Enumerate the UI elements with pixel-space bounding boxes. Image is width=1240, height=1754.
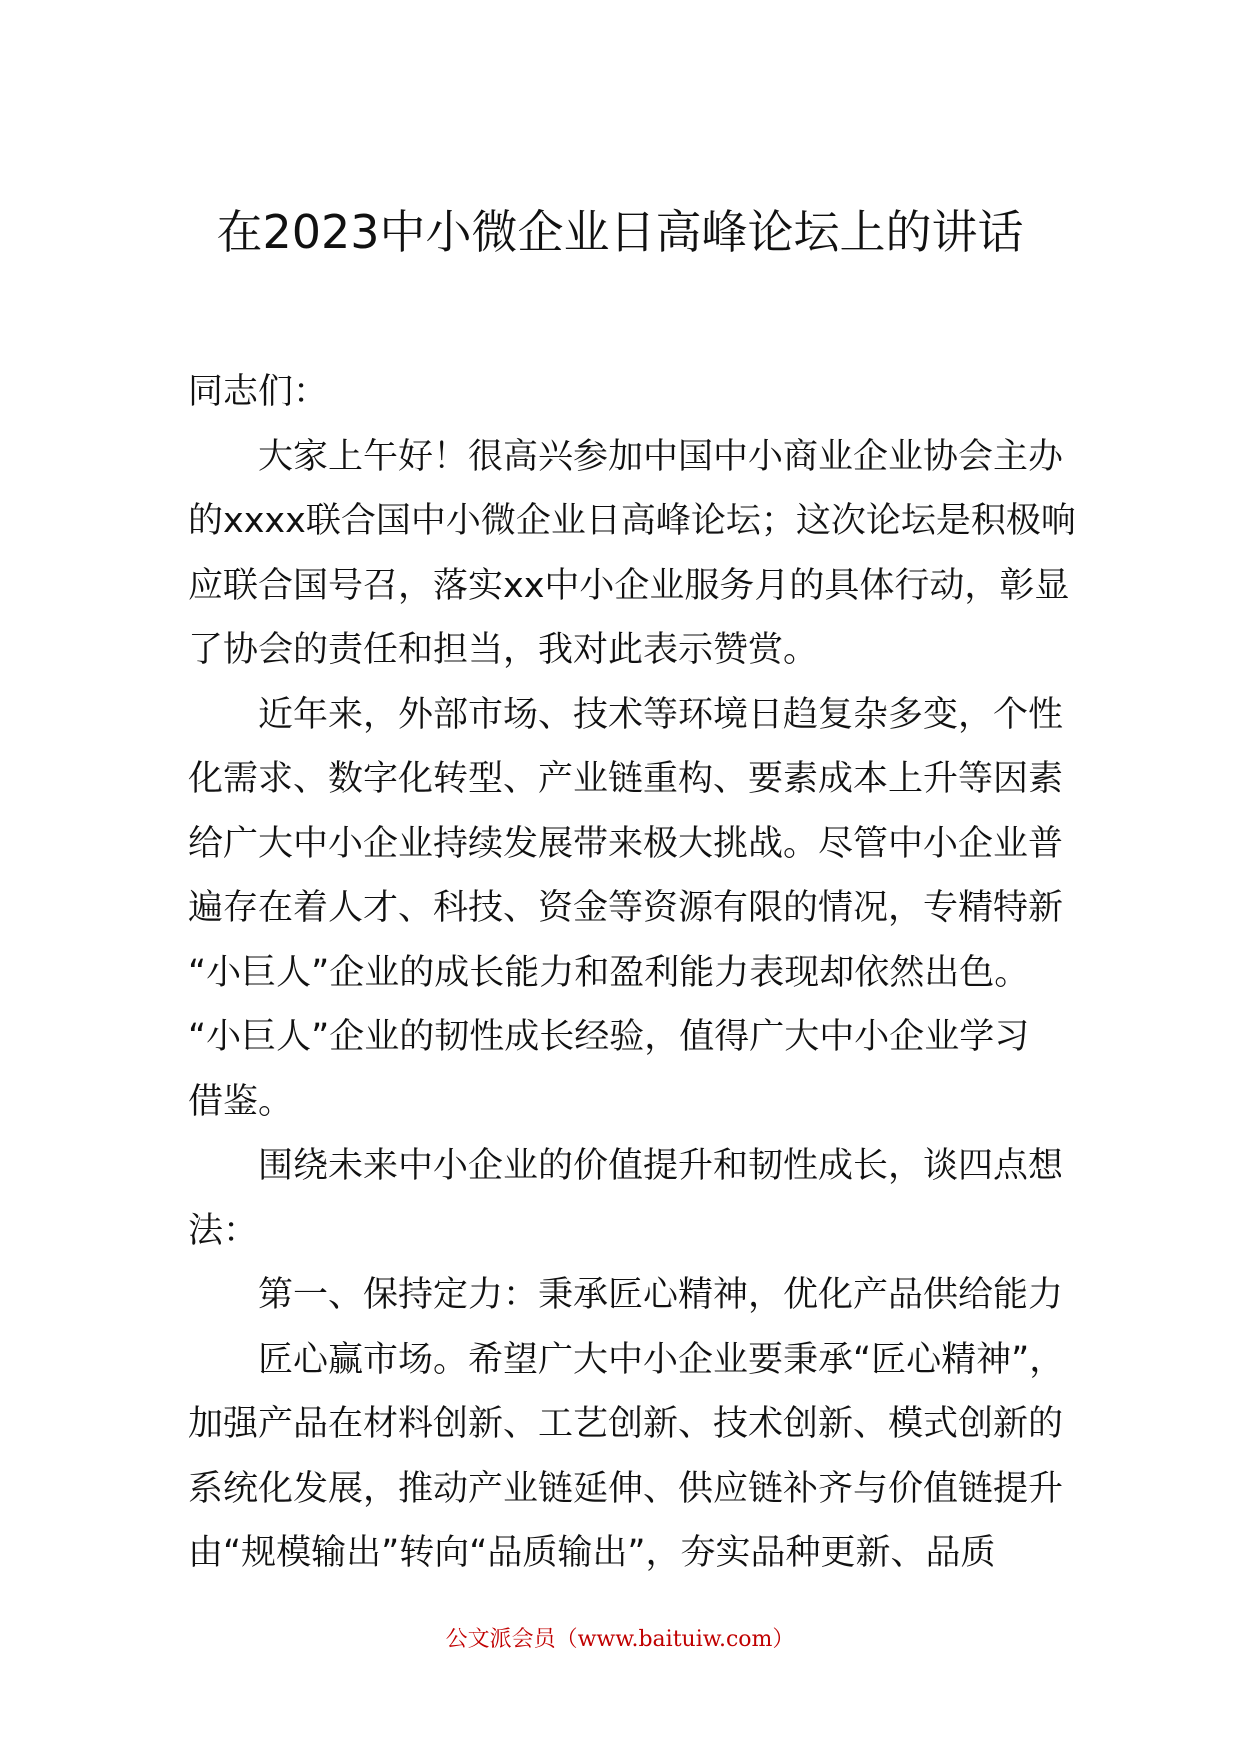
footer-credit: 公文派会员（www.baituiw.com） — [445, 1627, 795, 1652]
paragraph-line: 系统化发展，推动产业链延伸、供应链补齐与价值链提升 — [188, 1468, 1064, 1509]
paragraph-line: 由“规模输出”转向“品质输出”，夯实品种更新、品质 — [188, 1533, 996, 1573]
salutation: 同志们： — [188, 372, 329, 412]
paragraph-line: “小巨人”企业的成长能力和盈利能力表现却依然出色。 — [188, 952, 1030, 993]
paragraph-line: 化需求、数字化转型、产业链重构、要素成本上升等因素 — [188, 759, 1064, 799]
paragraph-line: 大家上午好！很高兴参加中国中小商业企业协会主办 — [258, 436, 1064, 477]
paragraph-line: 的xxxx联合国中小微企业日高峰论坛；这次论坛是积极响 — [188, 501, 1076, 541]
paragraph-line: 应联合国号召，落实xx中小企业服务月的具体行动，彰显 — [188, 565, 1070, 606]
paragraph-line: 加强产品在材料创新、工艺创新、技术创新、模式创新的 — [188, 1404, 1064, 1444]
paragraph-line: 遍存在着人才、科技、资金等资源有限的情况，专精特新 — [188, 888, 1064, 928]
paragraph-line: 给广大中小企业持续发展带来极大挑战。尽管中小企业普 — [188, 823, 1064, 864]
document-body — [188, 360, 1076, 1586]
paragraph-line: 围绕未来中小企业的价值提升和韧性成长，谈四点想 — [258, 1146, 1064, 1186]
section-heading: 第一、保持定力：秉承匠心精神，优化产品供给能力 — [258, 1275, 1064, 1315]
paragraph-line: 近年来，外部市场、技术等环境日趋复杂多变，个性 — [258, 694, 1064, 735]
paragraph-line: “小巨人”企业的韧性成长经验，值得广大中小企业学习 — [188, 1017, 1030, 1057]
document-title: 在2023中小微企业日高峰论坛上的讲话 — [216, 205, 1024, 259]
paragraph-line: 匠心赢市场。希望广大中小企业要秉承“匠心精神”， — [258, 1339, 1065, 1380]
paragraph-line: 借鉴。 — [188, 1081, 294, 1122]
paragraph-line: 法： — [188, 1210, 259, 1251]
paragraph-line: 了协会的责任和担当，我对此表示赞赏。 — [188, 630, 819, 670]
